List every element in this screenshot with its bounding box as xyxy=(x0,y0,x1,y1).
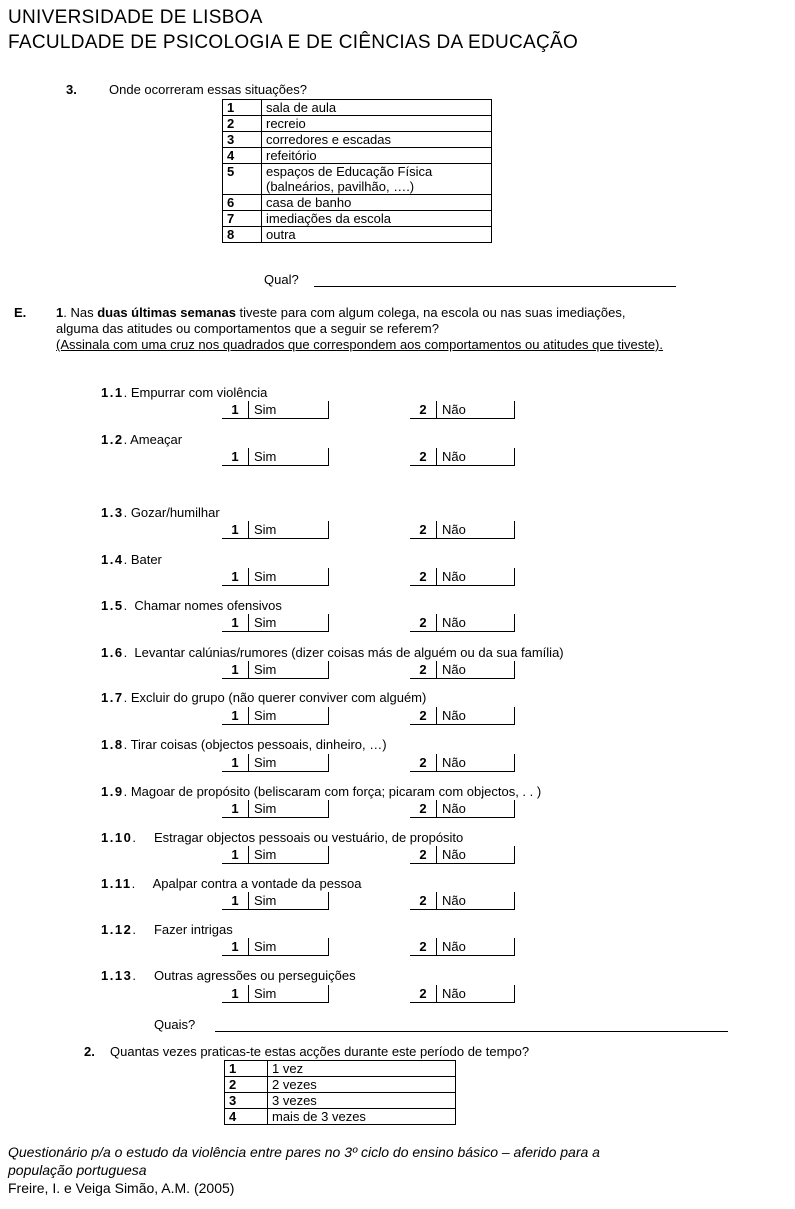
item-label: 1.9. Magoar de propósito (beliscaram com força; picaram com objectos, . . ) xyxy=(101,784,542,799)
no-checkbox[interactable]: 2 Não xyxy=(410,568,515,586)
table-row[interactable]: 1 1 vez xyxy=(225,1061,456,1077)
yes-checkbox[interactable]: 1 Sim xyxy=(222,614,329,632)
item-label: 1.12. Fazer intrigas xyxy=(101,922,233,937)
footer-citation: Freire, I. e Veiga Simão, A.M. (2005) xyxy=(8,1180,235,1196)
q2-text: Quantas vezes praticas-te estas acções durante este período de tempo? xyxy=(110,1044,530,1059)
item-label: 1.13. Outras agressões ou perseguições xyxy=(101,968,356,983)
no-checkbox[interactable]: 2 Não xyxy=(410,754,515,772)
q2-options-table xyxy=(224,1060,456,1125)
no-checkbox[interactable]: 2 Não xyxy=(410,401,515,419)
table-row[interactable]: 2 2 vezes xyxy=(225,1077,456,1093)
qual-label: Qual? xyxy=(264,272,299,287)
item-label: 1.8. Tirar coisas (objectos pessoais, dinheiro, …) xyxy=(101,737,387,752)
table-row[interactable]: 1 sala de aula xyxy=(223,100,492,116)
footer-title-line2: população portuguesa xyxy=(8,1162,147,1178)
yes-checkbox[interactable]: 1 Sim xyxy=(222,707,329,725)
item-label: 1.5. Chamar nomes ofensivos xyxy=(101,598,282,613)
yes-checkbox[interactable]: 1 Sim xyxy=(222,938,329,956)
yes-checkbox[interactable]: 1 Sim xyxy=(222,846,329,864)
yes-checkbox[interactable]: 1 Sim xyxy=(222,401,329,419)
no-checkbox[interactable]: 2 Não xyxy=(410,661,515,679)
qual-answer-line[interactable] xyxy=(314,286,676,287)
table-row[interactable]: 4 refeitório xyxy=(223,148,492,164)
no-checkbox[interactable]: 2 Não xyxy=(410,846,515,864)
quais-answer-line[interactable] xyxy=(215,1031,728,1032)
footer-title-line1: Questionário p/a o estudo da violência entre pares no 3º ciclo do ensino básico – aferido para a xyxy=(8,1144,600,1160)
table-row[interactable]: 3 3 vezes xyxy=(225,1093,456,1109)
yes-checkbox[interactable]: 1 Sim xyxy=(222,985,329,1003)
faculty-name: FACULDADE DE PSICOLOGIA E DE CIÊNCIAS DA EDUCAÇÃO xyxy=(8,32,579,53)
yes-checkbox[interactable]: 1 Sim xyxy=(222,800,329,818)
yes-checkbox[interactable]: 1 Sim xyxy=(222,661,329,679)
no-checkbox[interactable]: 2 Não xyxy=(410,800,515,818)
no-checkbox[interactable]: 2 Não xyxy=(410,985,515,1003)
no-checkbox[interactable]: 2 Não xyxy=(410,707,515,725)
q1-instruction: (Assinala com uma cruz nos quadrados que correspondem aos comportamentos ou atitudes que tiveste). xyxy=(56,337,663,352)
yes-checkbox[interactable]: 1 Sim xyxy=(222,448,329,466)
q3-text: Onde ocorreram essas situações? xyxy=(109,82,307,97)
no-checkbox[interactable]: 2 Não xyxy=(410,521,515,539)
item-label: 1.7. Excluir do grupo (não querer conviver com alguém) xyxy=(101,690,427,705)
item-label: 1.6. Levantar calúnias/rumores (dizer coisas más de alguém ou da sua família) xyxy=(101,645,564,660)
table-row[interactable]: 4 mais de 3 vezes xyxy=(225,1109,456,1125)
institution-name: UNIVERSIDADE DE LISBOA xyxy=(8,7,263,28)
section-letter: E. xyxy=(14,305,27,320)
table-row[interactable]: 8 outra xyxy=(223,227,492,243)
item-label: 1.11. Apalpar contra a vontade da pessoa xyxy=(101,876,362,891)
q2-number: 2. xyxy=(84,1044,95,1059)
item-label: 1.10. Estragar objectos pessoais ou vestuário, de propósito xyxy=(101,830,464,845)
table-row[interactable]: 6 casa de banho xyxy=(223,195,492,211)
table-row[interactable]: 3 corredores e escadas xyxy=(223,132,492,148)
table-row[interactable]: 2 recreio xyxy=(223,116,492,132)
table-row[interactable]: 7 imediações da escola xyxy=(223,211,492,227)
no-checkbox[interactable]: 2 Não xyxy=(410,614,515,632)
no-checkbox[interactable]: 2 Não xyxy=(410,938,515,956)
table-row[interactable]: 5 espaços de Educação Física (balneários, pavilhão, ….) xyxy=(223,164,492,195)
yes-checkbox[interactable]: 1 Sim xyxy=(222,754,329,772)
item-label: 1.3. Gozar/humilhar xyxy=(101,505,220,520)
q1-intro-line1: 1. Nas duas últimas semanas tiveste para com algum colega, na escola ou nas suas imediações, xyxy=(56,305,626,320)
q3-number: 3. xyxy=(66,82,77,97)
item-label: 1.2. Ameaçar xyxy=(101,432,183,447)
no-checkbox[interactable]: 2 Não xyxy=(410,892,515,910)
item-label: 1.1. Empurrar com violência xyxy=(101,385,268,400)
q1-intro-line2: alguma das atitudes ou comportamentos que a seguir se referem? xyxy=(56,321,439,336)
q3-options-table xyxy=(222,99,492,243)
yes-checkbox[interactable]: 1 Sim xyxy=(222,568,329,586)
item-label: 1.4. Bater xyxy=(101,552,162,567)
yes-checkbox[interactable]: 1 Sim xyxy=(222,892,329,910)
no-checkbox[interactable]: 2 Não xyxy=(410,448,515,466)
yes-checkbox[interactable]: 1 Sim xyxy=(222,521,329,539)
quais-label: Quais? xyxy=(154,1017,196,1032)
